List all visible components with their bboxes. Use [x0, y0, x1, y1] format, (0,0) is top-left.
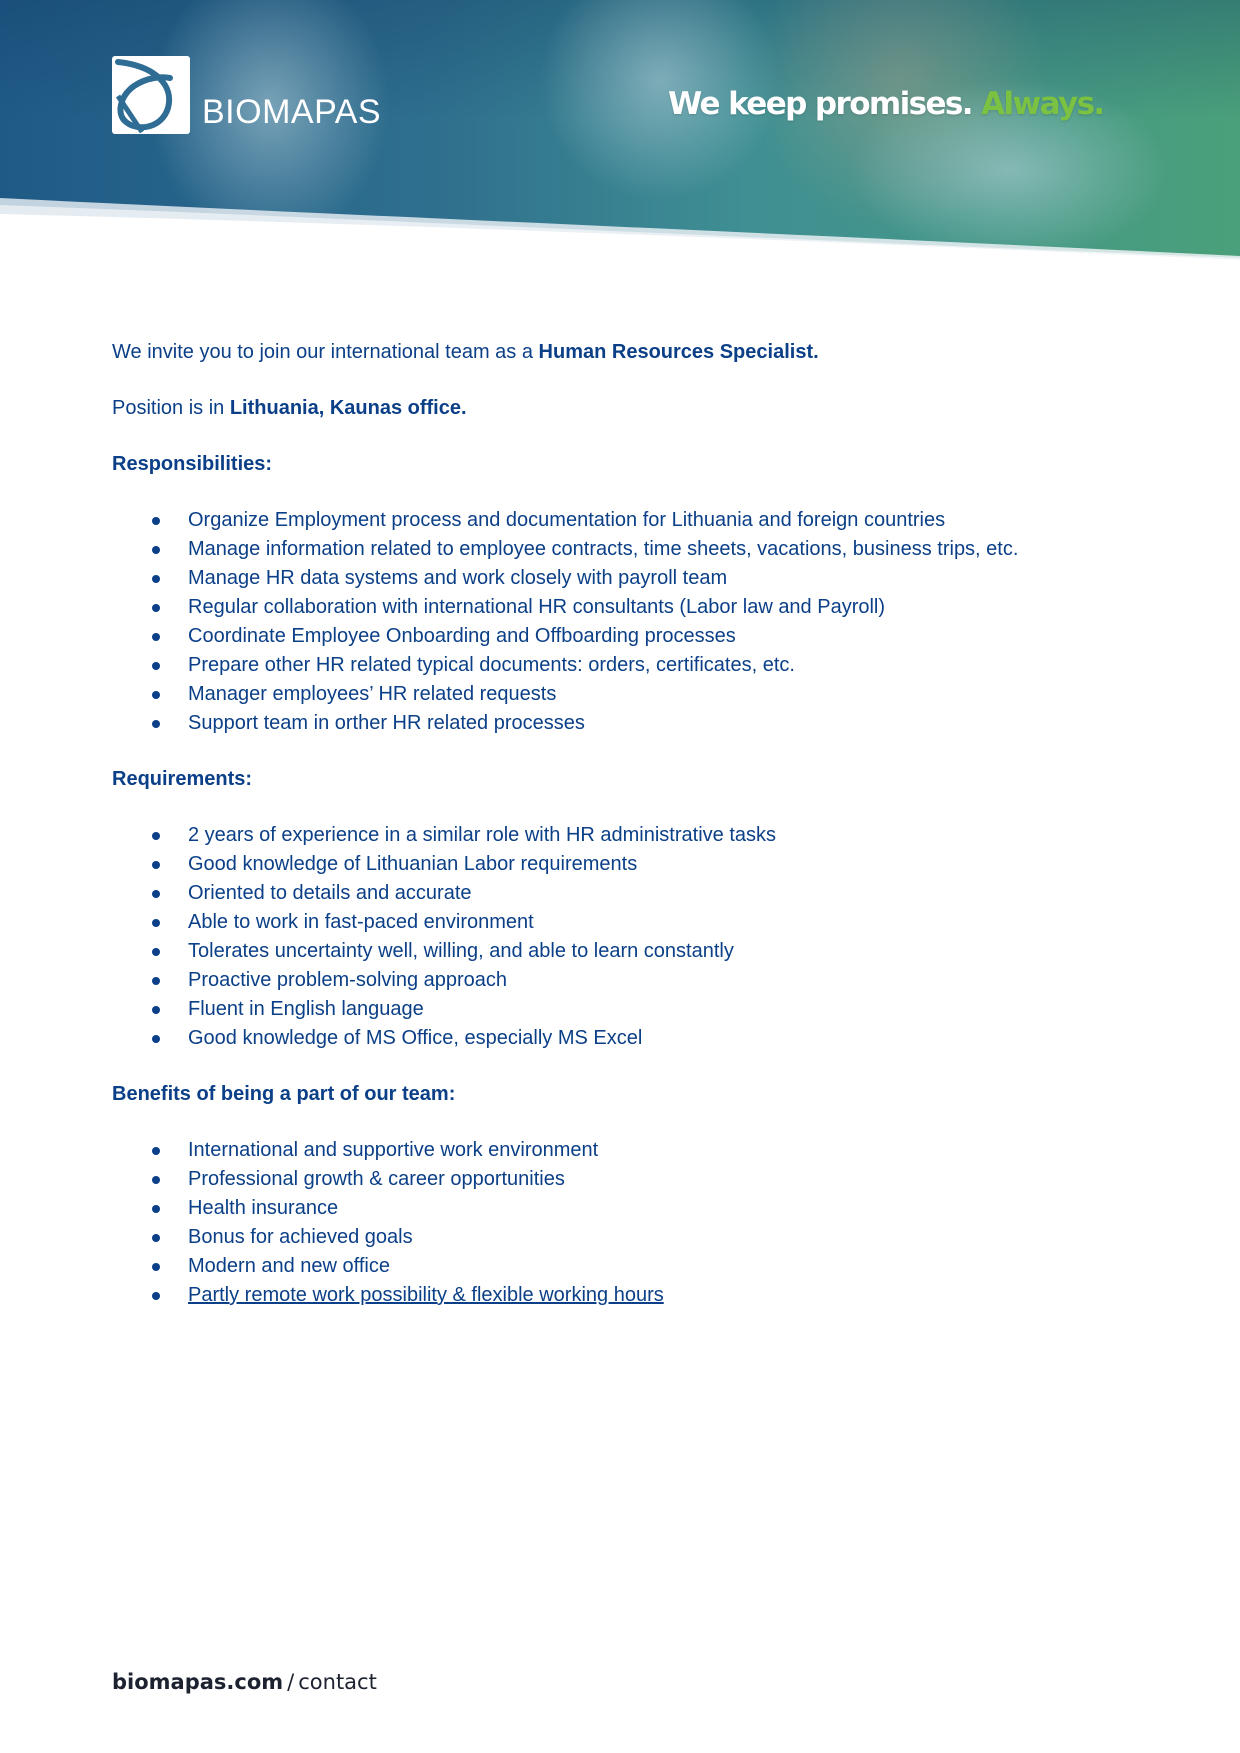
tagline — [668, 86, 1104, 122]
list-item: Coordinate Employee Onboarding and Offboarding processes — [112, 622, 1152, 651]
list-item: Able to work in fast-paced environment — [112, 908, 1152, 937]
footer-separator: / — [287, 1670, 295, 1694]
requirements-list — [112, 821, 1152, 1053]
list-item: Organize Employment process and documentation for Lithuania and foreign countries — [112, 506, 1152, 535]
intro-text: We invite you to join our international team as a — [112, 341, 539, 363]
footer-contact-link[interactable]: contact — [298, 1670, 377, 1694]
list-item: Prepare other HR related typical documents: orders, certificates, etc. — [112, 651, 1152, 680]
list-item: Modern and new office — [112, 1252, 1152, 1281]
list-item-link — [112, 1281, 1152, 1310]
job-description — [112, 338, 1152, 1337]
location-text: Position is in — [112, 397, 230, 419]
list-item: Bonus for achieved goals — [112, 1223, 1152, 1252]
list-item: Regular collaboration with international HR consultants (Labor law and Payroll) — [112, 593, 1152, 622]
brand-logo — [112, 56, 381, 134]
header-banner — [0, 0, 1240, 262]
brand-name: BIOMAPAS — [202, 93, 382, 131]
requirements-heading: Requirements: — [112, 768, 253, 790]
position-title: Human Resources Specialist. — [538, 341, 819, 363]
list-item: Proactive problem-solving approach — [112, 966, 1152, 995]
list-item: Manage information related to employee contracts, time sheets, vacations, business trips, etc. — [112, 535, 1152, 564]
footer-domain-link[interactable]: biomapas.com — [112, 1670, 284, 1694]
list-item: Professional growth & career opportunities — [112, 1165, 1152, 1194]
footer — [112, 1670, 377, 1694]
benefits-list — [112, 1136, 1152, 1310]
list-item: Manager employees’ HR related requests — [112, 680, 1152, 709]
list-item: Oriented to details and accurate — [112, 879, 1152, 908]
list-item: Tolerates uncertainty well, willing, and able to learn constantly — [112, 937, 1152, 966]
list-item: International and supportive work environment — [112, 1136, 1152, 1165]
list-item: Good knowledge of MS Office, especially MS Excel — [112, 1024, 1152, 1053]
list-item: Fluent in English language — [112, 995, 1152, 1024]
responsibilities-list — [112, 506, 1152, 738]
list-item: 2 years of experience in a similar role with HR administrative tasks — [112, 821, 1152, 850]
location-paragraph — [112, 394, 1152, 423]
remote-work-link[interactable]: Partly remote work possibility & flexible working hours — [188, 1284, 664, 1306]
biomapas-logo-mark-icon — [112, 56, 190, 134]
responsibilities-heading: Responsibilities: — [112, 453, 273, 475]
list-item: Health insurance — [112, 1194, 1152, 1223]
list-item: Good knowledge of Lithuanian Labor requirements — [112, 850, 1152, 879]
intro-paragraph — [112, 338, 1152, 367]
list-item: Manage HR data systems and work closely with payroll team — [112, 564, 1152, 593]
tagline-main: We keep promises. — [668, 86, 972, 122]
list-item: Support team in orther HR related processes — [112, 709, 1152, 738]
location-place: Lithuania, Kaunas office. — [229, 397, 467, 419]
benefits-heading: Benefits of being a part of our team: — [112, 1083, 456, 1105]
tagline-accent: Always. — [981, 86, 1104, 122]
